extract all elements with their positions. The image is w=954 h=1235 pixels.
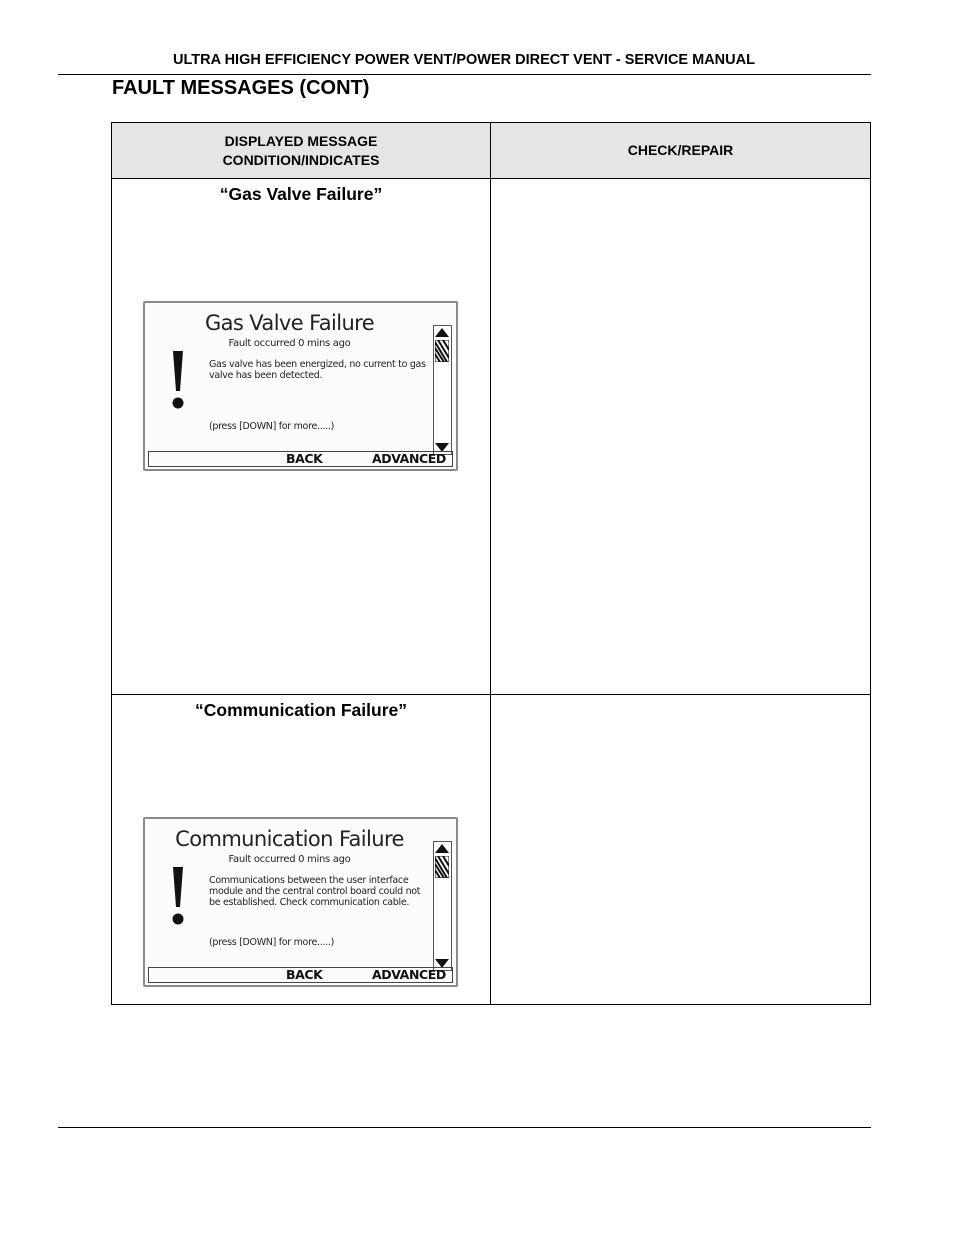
- table-row: [112, 695, 871, 1005]
- check-repair-cell: [491, 179, 871, 695]
- advanced-button[interactable]: ADVANCED: [372, 967, 446, 982]
- scrollbar[interactable]: [433, 325, 452, 455]
- message-title: “Gas Valve Failure”: [219, 184, 383, 204]
- col-header-line: DISPLAYED MESSAGE: [224, 132, 378, 149]
- screen-title: Communication Failure: [175, 827, 404, 851]
- lcd-screen: [143, 817, 458, 987]
- screen-press-hint: (press [DOWN] for more.....): [209, 421, 335, 432]
- section-title: FAULT MESSAGES (CONT): [112, 77, 370, 99]
- exclamation-icon: [169, 865, 187, 929]
- screen-subtitle: Fault occurred 0 mins ago: [228, 338, 351, 349]
- message-title: “Communication Failure”: [195, 700, 407, 720]
- message-cell: [112, 695, 491, 1005]
- screen-body: Communications between the user interface module and the central control board could not be established. Check communication cable.: [209, 875, 421, 908]
- footer-rule: [58, 1127, 871, 1128]
- screen-body: Gas valve has been energized, no current to gas valve has been detected.: [209, 359, 426, 381]
- scroll-thumb[interactable]: [435, 340, 449, 362]
- table-header-row: [112, 123, 871, 179]
- screen-press-hint: (press [DOWN] for more.....): [209, 937, 335, 948]
- check-repair-cell: [491, 695, 871, 1005]
- scrollbar[interactable]: [433, 841, 452, 971]
- screen-button-bar: [148, 451, 453, 467]
- arrow-up-icon[interactable]: [435, 327, 449, 337]
- lcd-screen: [143, 301, 458, 471]
- back-button[interactable]: BACK: [286, 967, 323, 982]
- arrow-up-icon[interactable]: [435, 843, 449, 853]
- screen-button-bar: [148, 967, 453, 983]
- exclamation-icon: [169, 349, 187, 413]
- col-header-line: CONDITION/INDICATES: [222, 151, 380, 168]
- screen-title: Gas Valve Failure: [204, 311, 375, 335]
- message-cell: [112, 179, 491, 695]
- table-row: [112, 179, 871, 695]
- advanced-button[interactable]: ADVANCED: [372, 451, 446, 466]
- fault-messages-table: [111, 122, 871, 1005]
- header-rule: [58, 74, 871, 75]
- col-header-check-repair: CHECK/REPAIR: [491, 123, 871, 179]
- back-button[interactable]: BACK: [286, 451, 323, 466]
- col-header-displayed-message: [112, 123, 491, 179]
- scroll-thumb[interactable]: [435, 856, 449, 878]
- running-header: ULTRA HIGH EFFICIENCY POWER VENT/POWER DIRECT VENT - SERVICE MANUAL: [173, 52, 755, 68]
- screen-subtitle: Fault occurred 0 mins ago: [228, 854, 351, 865]
